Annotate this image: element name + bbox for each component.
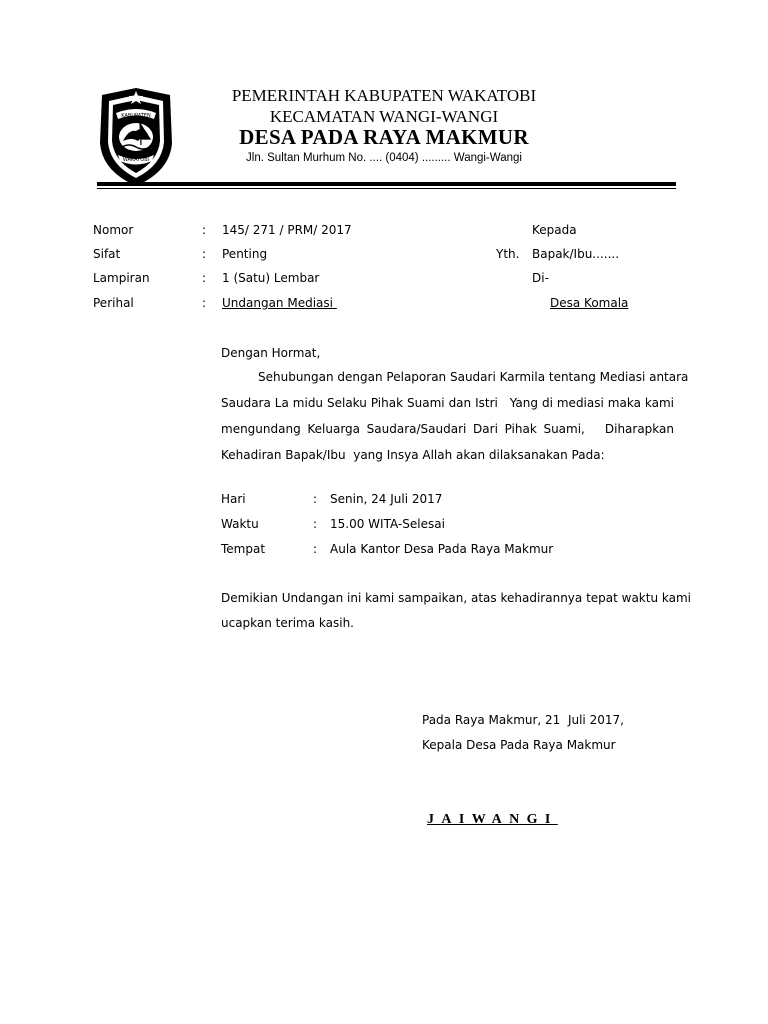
greeting: Dengan Hormat, <box>221 346 321 360</box>
lampiran-colon: : <box>202 271 207 285</box>
signature-name: JAIWANGI <box>427 812 558 827</box>
letterhead-government: PEMERINTAH KABUPATEN WAKATOBI <box>231 86 537 105</box>
sifat-value: Penting <box>222 247 268 261</box>
recipient-yth: Yth. <box>496 247 520 261</box>
hari-value: Senin, 24 Juli 2017 <box>330 492 443 506</box>
waktu-colon: : <box>313 517 318 531</box>
signature-place-date: Pada Raya Makmur, 21 Juli 2017, <box>422 713 624 727</box>
recipient-place: Desa Komala <box>550 296 629 310</box>
signature-title: Kepala Desa Pada Raya Makmur <box>422 738 616 752</box>
sifat-colon: : <box>202 247 207 261</box>
letterhead-rule-thin <box>97 188 676 189</box>
body-line-4: Kehadiran Bapak/Ibu yang Insya Allah akan dilaksanakan Pada: <box>221 448 605 462</box>
wakatobi-emblem-logo <box>96 85 176 189</box>
perihal-label: Perihal <box>93 296 134 310</box>
sifat-label: Sifat <box>93 247 121 261</box>
emblem-text-top: KABUPATEN <box>121 113 151 119</box>
tempat-label: Tempat <box>221 542 266 556</box>
recipient-kepada: Kepada <box>532 223 577 237</box>
waktu-label: Waktu <box>221 517 259 531</box>
closing-line-2: ucapkan terima kasih. <box>221 616 354 630</box>
nomor-value: 145/ 271 / PRM/ 2017 <box>222 223 352 237</box>
perihal-colon: : <box>202 296 207 310</box>
emblem-text-bottom: WAKATOBI <box>122 157 150 163</box>
lampiran-label: Lampiran <box>93 271 150 285</box>
body-paragraph <box>221 370 689 474</box>
hari-label: Hari <box>221 492 246 506</box>
waktu-value: 15.00 WITA-Selesai <box>330 517 445 531</box>
nomor-label: Nomor <box>93 223 134 237</box>
body-line-2: Saudara La midu Selaku Pihak Suami dan Istri Yang di mediasi maka kami <box>221 396 674 410</box>
nomor-colon: : <box>202 223 207 237</box>
tempat-colon: : <box>313 542 318 556</box>
perihal-value: Undangan Mediasi <box>222 296 337 310</box>
recipient-name: Bapak/Ibu....... <box>532 247 620 261</box>
letterhead-village: DESA PADA RAYA MAKMUR <box>239 125 529 149</box>
letterhead-address: Jln. Sultan Murhum No. .... (0404) ......... Wangi-Wangi <box>246 152 522 164</box>
body-line-3: mengundang Keluarga Saudara/Saudari Dari Pihak Suami, Diharapkan <box>221 422 674 436</box>
letterhead-district: KECAMATAN WANGI-WANGI <box>269 107 499 126</box>
letterhead-rule-thick <box>97 182 676 186</box>
body-line-1: Sehubungan dengan Pelaporan Saudari Karmila tentang Mediasi antara <box>258 370 689 384</box>
recipient-di: Di- <box>532 271 549 285</box>
hari-colon: : <box>313 492 318 506</box>
lampiran-value: 1 (Satu) Lembar <box>222 271 320 285</box>
closing-line-1: Demikian Undangan ini kami sampaikan, atas kehadirannya tepat waktu kami <box>221 591 691 605</box>
tempat-value: Aula Kantor Desa Pada Raya Makmur <box>330 542 554 556</box>
